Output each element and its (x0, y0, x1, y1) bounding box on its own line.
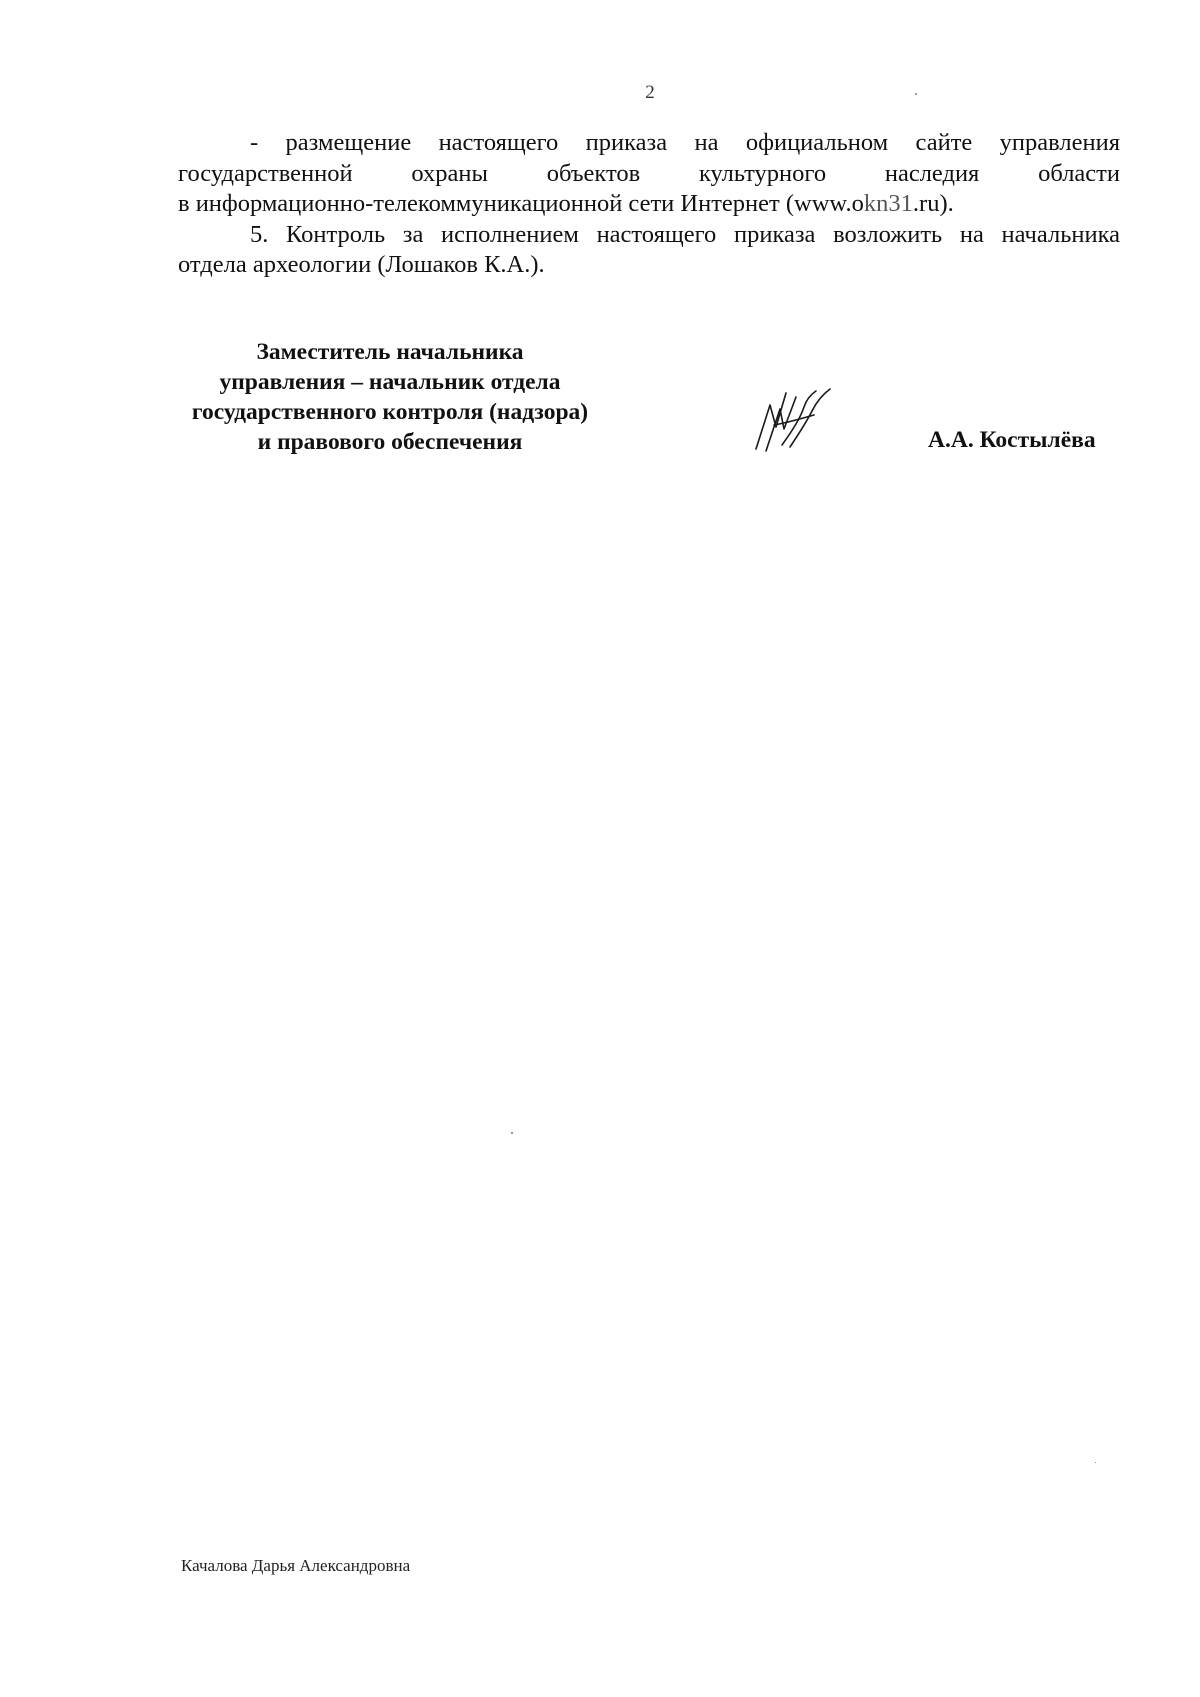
position-line: Заместитель начальника (256, 339, 524, 365)
paragraph-control (178, 220, 1120, 281)
line-text: .ru). (912, 190, 954, 217)
scan-speck (511, 1132, 513, 1134)
handwritten-signature (752, 385, 848, 457)
paragraph-line: 5. Контроль за исполнением настоящего приказа возложить на начальника (250, 220, 1120, 248)
scan-speck (915, 93, 917, 95)
paragraph-line: государственной охраны объектов культурного наследия области (178, 159, 1120, 187)
document-body (178, 128, 1120, 281)
page-number: 2 (645, 82, 655, 103)
paragraph-placement (178, 128, 1120, 220)
position-line: и правового обеспечения (257, 429, 523, 455)
url-fragment: kn31 (863, 190, 913, 217)
paragraph-line: отдела археологии (Лошаков К.А.). (178, 251, 545, 278)
position-line: государственного контроля (надзора) (191, 399, 589, 425)
paragraph-line (178, 189, 1120, 220)
scan-speck (1095, 1462, 1096, 1463)
executor-name: Качалова Дарья Александровна (181, 1556, 411, 1575)
line-text: в информационно-телекоммуникационной сети Интернет (www.o (178, 190, 864, 217)
paragraph-line: - размещение настоящего приказа на официальном сайте управления (250, 129, 1120, 156)
signer-name: А.А. Костылёва (928, 427, 1096, 453)
signatory-position (170, 337, 610, 457)
position-line: управления – начальник отдела (219, 369, 561, 395)
